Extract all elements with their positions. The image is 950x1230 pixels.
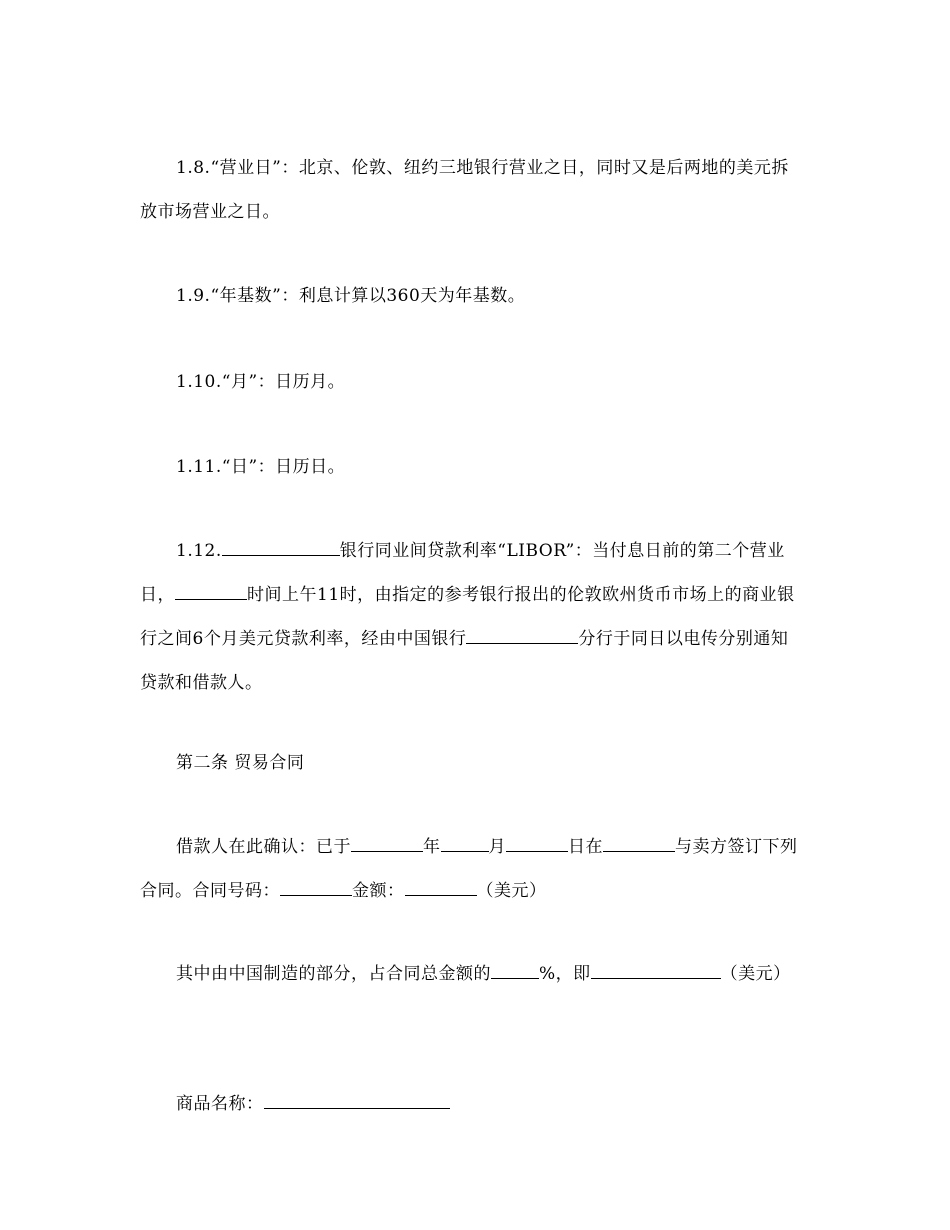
clause-1-8-text: 1.8.“营业日”：北京、伦敦、纽约三地银行营业之日，同时又是后两地的美元拆放市场营业之日。	[140, 158, 789, 222]
clause-1-10	[140, 360, 800, 404]
clause-1-12-number: 1.12.	[176, 541, 222, 561]
china-made-text-a: 其中由中国制造的部分，占合同总金额的	[176, 964, 491, 984]
confirm-currency: （美元）	[476, 881, 547, 901]
confirm-text-a: 借款人在此确认：已于	[176, 837, 351, 857]
clause-1-11	[140, 445, 800, 489]
confirm-day-label: 日在	[568, 837, 603, 857]
contract-number-blank[interactable]	[280, 879, 352, 896]
clause-1-9	[140, 274, 800, 318]
confirm-text-b: 与卖方签订下列合同。合同号码：	[140, 837, 798, 901]
article-2-title-text: 第二条 贸易合同	[176, 753, 305, 773]
borrower-confirmation	[140, 825, 800, 913]
clause-1-12-text-c: 分行于同日以电传分别通知贷款和借款人。	[140, 629, 789, 693]
china-made-portion	[140, 952, 800, 996]
goods-name-label: 商品名称：	[176, 1094, 264, 1114]
clause-1-12-text-b: 时间上午11时，由指定的参考银行报出的伦敦欧州货币市场上的商业银行之间6个月美元贷款利率，经由中国银行	[140, 585, 795, 649]
percent-blank[interactable]	[491, 962, 539, 979]
time-zone-blank[interactable]	[175, 583, 247, 600]
branch-name-blank[interactable]	[466, 627, 578, 644]
goods-name-blank[interactable]	[264, 1092, 450, 1109]
clause-1-11-text: 1.11.“日”：日历日。	[176, 457, 346, 477]
place-blank[interactable]	[603, 835, 675, 852]
year-blank[interactable]	[351, 835, 423, 852]
amount-blank[interactable]	[405, 879, 477, 896]
clause-1-10-text: 1.10.“月”：日历月。	[176, 372, 346, 392]
clause-1-8	[140, 146, 800, 234]
clause-1-12	[140, 529, 800, 705]
china-made-amount-blank[interactable]	[591, 962, 721, 979]
article-2-title	[176, 741, 304, 785]
clause-1-12-text-a: 银行同业间贷款利率“LIBOR”：当付息日前的第二个营业日，	[140, 541, 785, 605]
month-blank[interactable]	[441, 835, 489, 852]
clause-1-9-text: 1.9.“年基数”：利息计算以360天为年基数。	[176, 286, 526, 306]
bank-name-blank[interactable]	[222, 539, 340, 556]
china-made-text-b: %，即	[539, 964, 591, 984]
goods-name-line	[140, 1082, 800, 1126]
confirm-amount-label: 金额：	[352, 881, 405, 901]
china-made-currency: （美元）	[720, 964, 791, 984]
day-blank[interactable]	[506, 835, 568, 852]
confirm-year-label: 年	[423, 837, 441, 857]
confirm-month-label: 月	[488, 837, 506, 857]
